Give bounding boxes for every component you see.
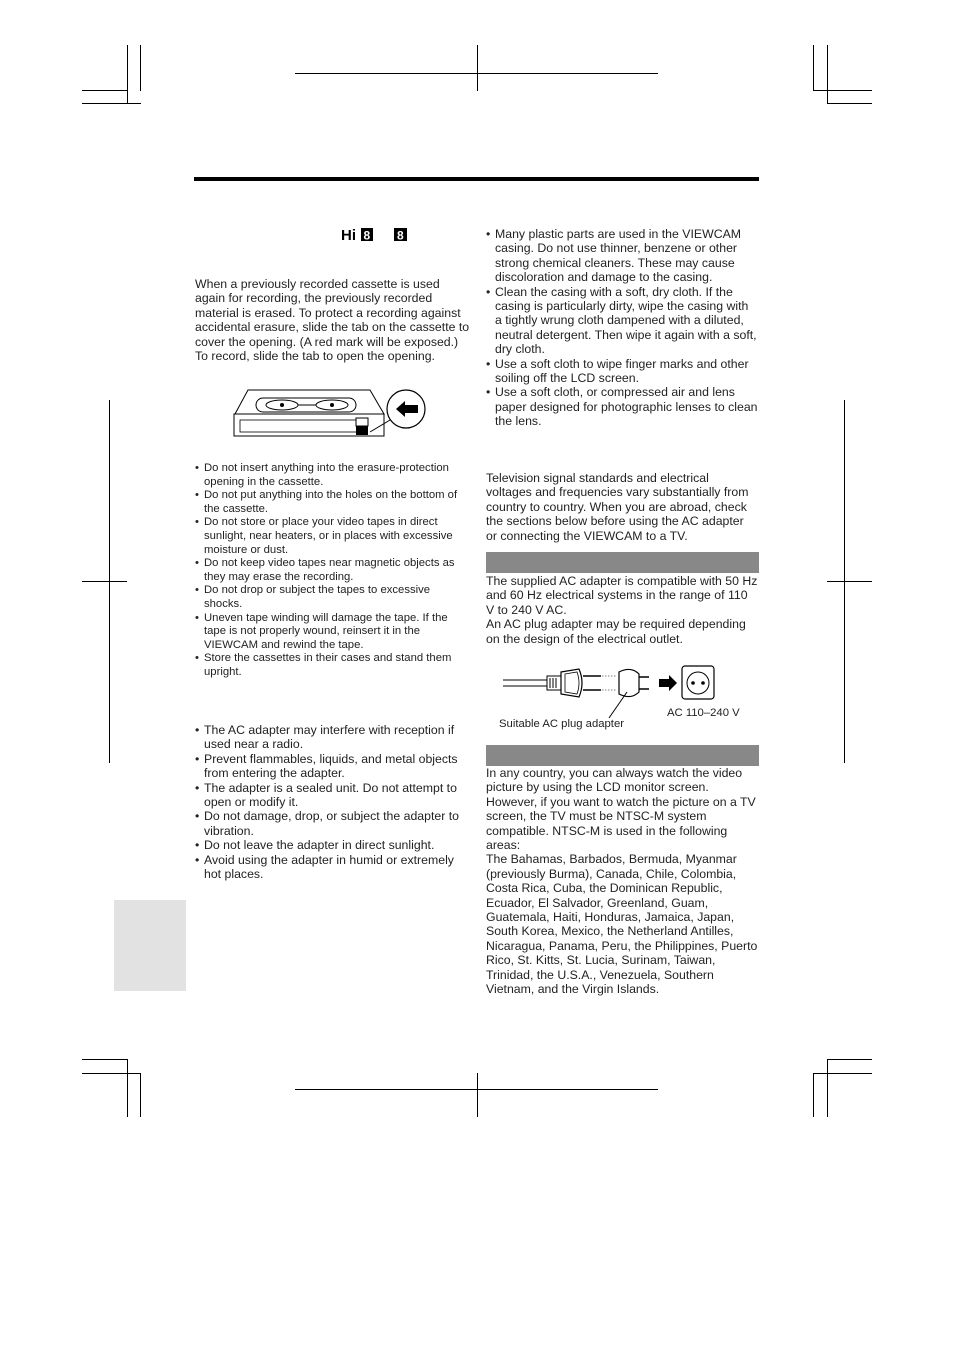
tv-system-text: In any country, you can always watch the video picture by using the LCD monitor screen. However, if you want to watch the picture on a TV screen, the TV must be NTSC-M system compatible. NTSC-M is used in the following areas: The Bahamas, Barbados, Bermuda, Myanmar (previously Burma), Canada, Chile, Colombia, Costa Rica, Cuba, the Dominican Republic, Ecuador, El Salvador, Greenland, Guam, Guatemala, Haiti, Honduras, Jamaica, Japan, South Korea, Mexico, the Netherland Antilles, Nicaragua, Panama, Peru, the Philippines, Puerto Rico, St. Kitts, St. Lucia, Surinam, Taiwan, Trinidad, the U.S.A., Venezuela, Southern Vietnam, and the Virgin Islands.: [486, 766, 758, 997]
power-supply-bar: [486, 552, 759, 573]
list-item: • Do not store or place your video tapes in direct sunlight, near heaters, or in places with excessive moisture or dust.: [195, 516, 470, 557]
list-item: • Store the cassettes in their cases and stand them upright.: [195, 652, 470, 679]
tv-system-bar: [486, 745, 759, 766]
svg-text:Hi: Hi: [341, 227, 356, 243]
hi8-logo-mark: [341, 226, 421, 243]
care-tips-list: [486, 227, 758, 429]
abroad-intro: Television signal standards and electrical voltages and frequencies vary substantially from country to country. When you are abroad, check the sections below before using the AC adapter or connecting the VIEWCAM to a TV.: [486, 471, 749, 543]
adapter-tips-list: [195, 723, 473, 881]
list-item: • Do not drop or subject the tapes to excessive shocks.: [195, 584, 470, 611]
side-tab: [114, 900, 186, 991]
list-item: • Do not insert anything into the erasure-protection opening in the cassette.: [195, 462, 470, 489]
svg-text:8: 8: [397, 228, 404, 243]
list-item: • Do not damage, drop, or subject the adapter to vibration.: [195, 809, 473, 838]
list-item: • Do not leave the adapter in direct sunlight.: [195, 838, 473, 852]
list-item: • The AC adapter may interfere with reception if used near a radio.: [195, 723, 473, 752]
svg-text:8: 8: [363, 228, 371, 243]
cassette-intro: When a previously recorded cassette is used again for recording, the previously recorded material is erased. To protect a recording against accidental erasure, slide the tab on the cassette to cover the opening. (A red mark will be exposed.) To record, slide the tab to open the opening.: [195, 277, 470, 364]
list-item: • Prevent flammables, liquids, and metal objects from entering the adapter.: [195, 752, 473, 781]
list-item: • The adapter is a sealed unit. Do not attempt to open or modify it.: [195, 781, 473, 810]
list-item: • Use a soft cloth, or compressed air and lens paper designed for photographic lenses to clean the lens.: [486, 385, 758, 428]
cassette-illustration: [230, 388, 430, 440]
list-item: • Avoid using the adapter in humid or extremely hot places.: [195, 853, 473, 882]
list-item: • Use a soft cloth to wipe finger marks and other soiling off the LCD screen.: [486, 357, 758, 386]
list-item: • Uneven tape winding will damage the tape. If the tape is not properly wound, reinsert it in the VIEWCAM and rewind the tape.: [195, 612, 470, 653]
voltage-caption: AC 110–240 V: [667, 707, 740, 719]
cassette-tips-list: [195, 462, 470, 680]
power-supply-text: The supplied AC adapter is compatible with 50 Hz and 60 Hz electrical systems in the range of 110 V to 240 V AC. An AC plug adapter may be required depending on the design of the electrical outlet.: [486, 574, 758, 646]
list-item: • Do not put anything into the holes on the bottom of the cassette.: [195, 489, 470, 516]
list-item: • Do not keep video tapes near magnetic objects as they may erase the recording.: [195, 557, 470, 584]
list-item: • Clean the casing with a soft, dry cloth. If the casing is particularly dirty, wipe the casing with a tightly wrung cloth dampened with a diluted, neutral detergent. Then wipe it again with a soft, dry cloth.: [486, 285, 758, 357]
header-rule: [194, 177, 759, 181]
list-item: • Many plastic parts are used in the VIEWCAM casing. Do not use thinner, benzene or other strong chemical cleaners. These may cause discoloration and damage to the casing.: [486, 227, 758, 285]
plug-caption: Suitable AC plug adapter: [499, 718, 624, 730]
